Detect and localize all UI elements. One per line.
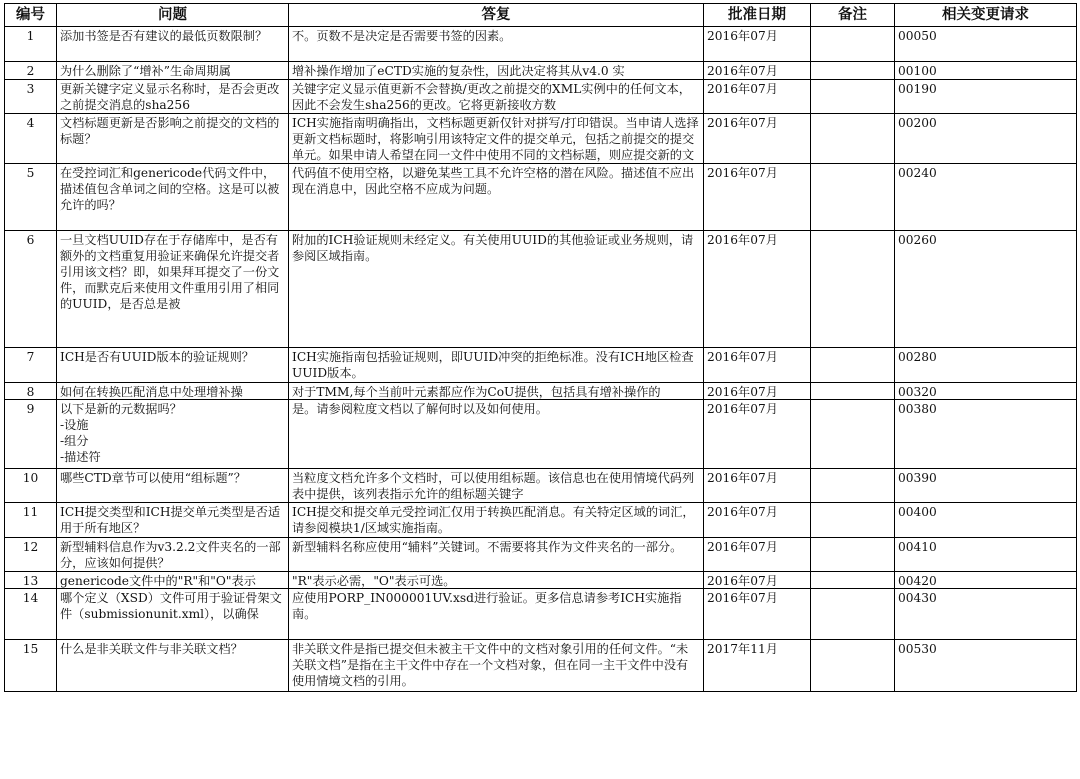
change-request-cell-text: 00190 xyxy=(898,82,937,96)
answer-cell xyxy=(289,400,704,469)
change-request-cell xyxy=(895,114,1077,164)
note-cell-text xyxy=(814,590,891,639)
row-number xyxy=(5,62,57,80)
header-number: 编号 xyxy=(5,4,57,27)
row-number xyxy=(5,640,57,692)
note-cell-text xyxy=(814,504,891,537)
question-cell xyxy=(57,469,289,503)
header-date: 批准日期 xyxy=(704,4,811,27)
change-request-cell-text: 00530 xyxy=(898,642,937,656)
approval-date-cell xyxy=(704,640,811,692)
note-cell xyxy=(811,62,895,80)
approval-date-cell-text: 2016年07月 xyxy=(707,64,778,78)
question-cell xyxy=(57,503,289,538)
row-number xyxy=(5,572,57,589)
row-number-text: 2 xyxy=(26,64,35,78)
note-cell-text xyxy=(814,232,891,347)
approval-date-cell-text: 2016年07月 xyxy=(707,166,778,180)
note-cell-text xyxy=(814,401,891,468)
approval-date-cell xyxy=(704,400,811,469)
approval-date-cell xyxy=(704,589,811,640)
note-cell xyxy=(811,231,895,348)
change-request-cell-text: 00430 xyxy=(898,591,937,605)
table-row xyxy=(5,62,1077,80)
row-number xyxy=(5,164,57,231)
row-number xyxy=(5,589,57,640)
row-number-text: 11 xyxy=(22,505,39,519)
note-cell xyxy=(811,348,895,383)
question-cell xyxy=(57,348,289,383)
change-request-cell-text: 00280 xyxy=(898,350,937,364)
question-cell-text: 哪些CTD章节可以使用“组标题”？ xyxy=(60,471,246,485)
table-row xyxy=(5,80,1077,114)
answer-cell xyxy=(289,503,704,538)
change-request-cell-text: 00100 xyxy=(898,64,937,78)
question-cell xyxy=(57,400,289,469)
answer-cell-text: 不。页数不是决定是否需要书签的因素。 xyxy=(292,29,512,43)
note-cell xyxy=(811,589,895,640)
note-cell xyxy=(811,640,895,692)
answer-cell-text: ICH实施指南包括验证规则，即UUID冲突的拒绝标准。没有ICH地区检查UUID版本。 xyxy=(292,350,694,380)
answer-cell xyxy=(289,27,704,62)
approval-date-cell-text: 2016年07月 xyxy=(707,540,778,554)
change-request-cell xyxy=(895,469,1077,503)
table-row xyxy=(5,640,1077,692)
answer-cell-text: 关键字定义显示值更新不会替换/更改之前提交的XML实例中的任何文本，因此不会发生sha256的更改。它将更新接收方数 xyxy=(292,82,691,112)
approval-date-cell-text: 2016年07月 xyxy=(707,116,778,130)
question-cell xyxy=(57,231,289,348)
change-request-cell-text: 00420 xyxy=(898,574,937,588)
question-cell-text: 以下是新的元数据吗？ -设施 -组分 -描述符 xyxy=(60,402,182,464)
note-cell xyxy=(811,114,895,164)
note-cell xyxy=(811,572,895,589)
question-cell-text: 哪个定义（XSD）文件可用于验证骨架文件（submissionunit.xml），以确保 xyxy=(60,591,282,621)
table-row xyxy=(5,164,1077,231)
row-number xyxy=(5,383,57,400)
answer-cell xyxy=(289,231,704,348)
question-cell-text: 新型辅料信息作为v3.2.2文件夹名的一部分，应该如何提供？ xyxy=(60,540,281,570)
change-request-cell xyxy=(895,27,1077,62)
answer-cell xyxy=(289,589,704,640)
question-cell-text: 在受控词汇和genericode代码文件中，描述值包含单词之间的空格。这是可以被允许的吗？ xyxy=(60,166,280,212)
note-cell-text xyxy=(814,28,891,61)
row-number xyxy=(5,231,57,348)
table-row xyxy=(5,383,1077,400)
change-request-cell xyxy=(895,589,1077,640)
answer-cell xyxy=(289,572,704,589)
answer-cell-text: 当粒度文档允许多个文档时，可以使用组标题。该信息也在使用情境代码列表中提供，该列表指示允许的组标题关键字 xyxy=(292,471,695,501)
question-cell xyxy=(57,572,289,589)
answer-cell-text: ICH提交和提交单元受控词汇仅用于转换匹配消息。有关特定区域的词汇，请参阅模块1/区域实施指南。 xyxy=(292,505,695,535)
change-request-cell xyxy=(895,503,1077,538)
answer-cell-text: 增补操作增加了eCTD实施的复杂性，因此决定将其从v4.0 实 xyxy=(292,64,625,78)
table-row xyxy=(5,231,1077,348)
answer-cell xyxy=(289,114,704,164)
answer-cell-text: 应使用PORP_IN000001UV.xsd进行验证。更多信息请参考ICH实施指南。 xyxy=(292,591,682,621)
answer-cell-text: 对于TMM,每个当前叶元素都应作为CoU提供，包括具有增补操作的 xyxy=(292,385,661,399)
answer-cell-text: 新型辅料名称应使用“辅料”关键词。不需要将其作为文件夹名的一部分。 xyxy=(292,540,683,554)
question-cell-text: 更新关键字定义显示名称时，是否会更改之前提交消息的sha256 xyxy=(60,82,280,112)
row-number xyxy=(5,400,57,469)
question-cell-text: genericode文件中的"R"和"O"表示 xyxy=(60,574,256,588)
header-question: 问题 xyxy=(57,4,289,27)
approval-date-cell-text: 2016年07月 xyxy=(707,82,778,96)
row-number-text: 3 xyxy=(26,82,35,96)
row-number-text: 1 xyxy=(26,29,35,43)
table-row xyxy=(5,114,1077,164)
change-request-cell-text: 00050 xyxy=(898,29,937,43)
note-cell-text xyxy=(814,573,891,588)
faq-table xyxy=(4,3,1077,692)
row-number-text: 10 xyxy=(22,471,39,485)
question-cell xyxy=(57,640,289,692)
change-request-cell xyxy=(895,572,1077,589)
approval-date-cell xyxy=(704,114,811,164)
note-cell-text xyxy=(814,539,891,571)
note-cell xyxy=(811,469,895,503)
change-request-cell xyxy=(895,538,1077,572)
answer-cell xyxy=(289,164,704,231)
note-cell xyxy=(811,538,895,572)
table-row xyxy=(5,538,1077,572)
row-number xyxy=(5,538,57,572)
question-cell-text: 一旦文档UUID存在于存储库中，是否有额外的文档重复用验证来确保允许提交者引用该文档？即，如果拜耳提交了一份文件，而默克后来使用文件重用引用了相同的UUID，是否总是被 xyxy=(60,233,280,311)
question-cell-text: 文档标题更新是否影响之前提交的文档的标题？ xyxy=(60,116,280,146)
row-number-text: 14 xyxy=(22,591,39,605)
change-request-cell-text: 00410 xyxy=(898,540,937,554)
row-number-text: 15 xyxy=(22,642,39,656)
approval-date-cell xyxy=(704,348,811,383)
approval-date-cell xyxy=(704,164,811,231)
question-cell xyxy=(57,80,289,114)
note-cell-text xyxy=(814,349,891,382)
table-row xyxy=(5,27,1077,62)
change-request-cell xyxy=(895,383,1077,400)
table-row xyxy=(5,400,1077,469)
note-cell xyxy=(811,164,895,231)
row-number-text: 12 xyxy=(22,540,39,554)
approval-date-cell xyxy=(704,231,811,348)
change-request-cell-text: 00320 xyxy=(898,385,937,399)
note-cell-text xyxy=(814,115,891,163)
change-request-cell xyxy=(895,640,1077,692)
answer-cell-text: "R"表示必需，"O"表示可选。 xyxy=(292,574,456,588)
note-cell-text xyxy=(814,81,891,113)
note-cell xyxy=(811,80,895,114)
table-row xyxy=(5,469,1077,503)
note-cell-text xyxy=(814,165,891,230)
approval-date-cell-text: 2016年07月 xyxy=(707,402,778,416)
row-number-text: 8 xyxy=(26,385,35,399)
question-cell xyxy=(57,383,289,400)
note-cell-text xyxy=(814,384,891,399)
row-number-text: 7 xyxy=(26,350,35,364)
approval-date-cell xyxy=(704,538,811,572)
header-change-request: 相关变更请求 xyxy=(895,4,1077,27)
note-cell-text xyxy=(814,470,891,502)
change-request-cell xyxy=(895,400,1077,469)
approval-date-cell xyxy=(704,27,811,62)
change-request-cell-text: 00390 xyxy=(898,471,937,485)
question-cell-text: ICH提交类型和ICH提交单元类型是否适用于所有地区？ xyxy=(60,505,281,535)
answer-cell-text: ICH实施指南明确指出，文档标题更新仅针对拼写/打印错误。当申请人选择更新文档标题时，将影响引用该特定文件的提交单元，包括之前提交的提交单元。如果申请人希望在同一文件中使用不同的文档标题，则应提交新的文 xyxy=(292,116,699,162)
change-request-cell xyxy=(895,164,1077,231)
question-cell-text: 什么是非关联文件与非关联文档？ xyxy=(60,642,243,656)
answer-cell-text: 是。请参阅粒度文档以了解何时以及如何使用。 xyxy=(292,402,548,416)
change-request-cell xyxy=(895,62,1077,80)
answer-cell-text: 附加的ICH验证规则未经定义。有关使用UUID的其他验证或业务规则，请参阅区域指南。 xyxy=(292,233,694,263)
change-request-cell-text: 00380 xyxy=(898,402,937,416)
approval-date-cell-text: 2016年07月 xyxy=(707,471,778,485)
row-number-text: 13 xyxy=(22,574,39,588)
answer-cell-text: 代码值不使用空格，以避免某些工具不允许空格的潜在风险。描述值不应出现在消息中，因此空格不应成为问题。 xyxy=(292,166,695,196)
approval-date-cell-text: 2016年07月 xyxy=(707,591,778,605)
note-cell xyxy=(811,27,895,62)
row-number xyxy=(5,114,57,164)
approval-date-cell-text: 2016年07月 xyxy=(707,574,778,588)
answer-cell xyxy=(289,383,704,400)
question-cell-text: 为什么删除了“增补”生命周期属 xyxy=(60,64,231,78)
approval-date-cell xyxy=(704,383,811,400)
note-cell-text xyxy=(814,641,891,691)
note-cell-text xyxy=(814,63,891,79)
table-row xyxy=(5,589,1077,640)
approval-date-cell xyxy=(704,503,811,538)
change-request-cell xyxy=(895,231,1077,348)
row-number xyxy=(5,469,57,503)
approval-date-cell-text: 2017年11月 xyxy=(707,642,778,656)
answer-cell xyxy=(289,62,704,80)
approval-date-cell-text: 2016年07月 xyxy=(707,233,778,247)
row-number xyxy=(5,80,57,114)
note-cell xyxy=(811,400,895,469)
question-cell xyxy=(57,62,289,80)
answer-cell xyxy=(289,538,704,572)
header-answer: 答复 xyxy=(289,4,704,27)
approval-date-cell-text: 2016年07月 xyxy=(707,385,778,399)
approval-date-cell-text: 2016年07月 xyxy=(707,350,778,364)
note-cell xyxy=(811,503,895,538)
question-cell-text: 添加书签是否有建议的最低页数限制？ xyxy=(60,29,268,43)
approval-date-cell xyxy=(704,80,811,114)
row-number xyxy=(5,503,57,538)
answer-cell xyxy=(289,80,704,114)
approval-date-cell xyxy=(704,62,811,80)
row-number-text: 5 xyxy=(26,166,35,180)
header-row xyxy=(5,4,1077,27)
row-number xyxy=(5,27,57,62)
question-cell xyxy=(57,27,289,62)
row-number-text: 6 xyxy=(26,233,35,247)
header-note: 备注 xyxy=(811,4,895,27)
change-request-cell-text: 00260 xyxy=(898,233,937,247)
question-cell xyxy=(57,538,289,572)
row-number-text: 4 xyxy=(26,116,35,130)
answer-cell xyxy=(289,469,704,503)
table-row xyxy=(5,348,1077,383)
approval-date-cell-text: 2016年07月 xyxy=(707,29,778,43)
approval-date-cell xyxy=(704,572,811,589)
approval-date-cell xyxy=(704,469,811,503)
change-request-cell-text: 00240 xyxy=(898,166,937,180)
approval-date-cell-text: 2016年07月 xyxy=(707,505,778,519)
table-row xyxy=(5,572,1077,589)
change-request-cell xyxy=(895,348,1077,383)
change-request-cell xyxy=(895,80,1077,114)
note-cell xyxy=(811,383,895,400)
change-request-cell-text: 00400 xyxy=(898,505,937,519)
question-cell xyxy=(57,164,289,231)
table-row xyxy=(5,503,1077,538)
answer-cell xyxy=(289,640,704,692)
change-request-cell-text: 00200 xyxy=(898,116,937,130)
answer-cell-text: 非关联文件是指已提交但未被主干文件中的文档对象引用的任何文件。“未关联文档”是指在主干文件中存在一个文档对象，但在同一主干文件中没有使用情境文档的引用。 xyxy=(292,642,689,688)
question-cell xyxy=(57,114,289,164)
question-cell xyxy=(57,589,289,640)
row-number-text: 9 xyxy=(26,402,35,416)
question-cell-text: ICH是否有UUID版本的验证规则？ xyxy=(60,350,254,364)
row-number xyxy=(5,348,57,383)
answer-cell xyxy=(289,348,704,383)
question-cell-text: 如何在转换匹配消息中处理增补操 xyxy=(60,385,243,399)
